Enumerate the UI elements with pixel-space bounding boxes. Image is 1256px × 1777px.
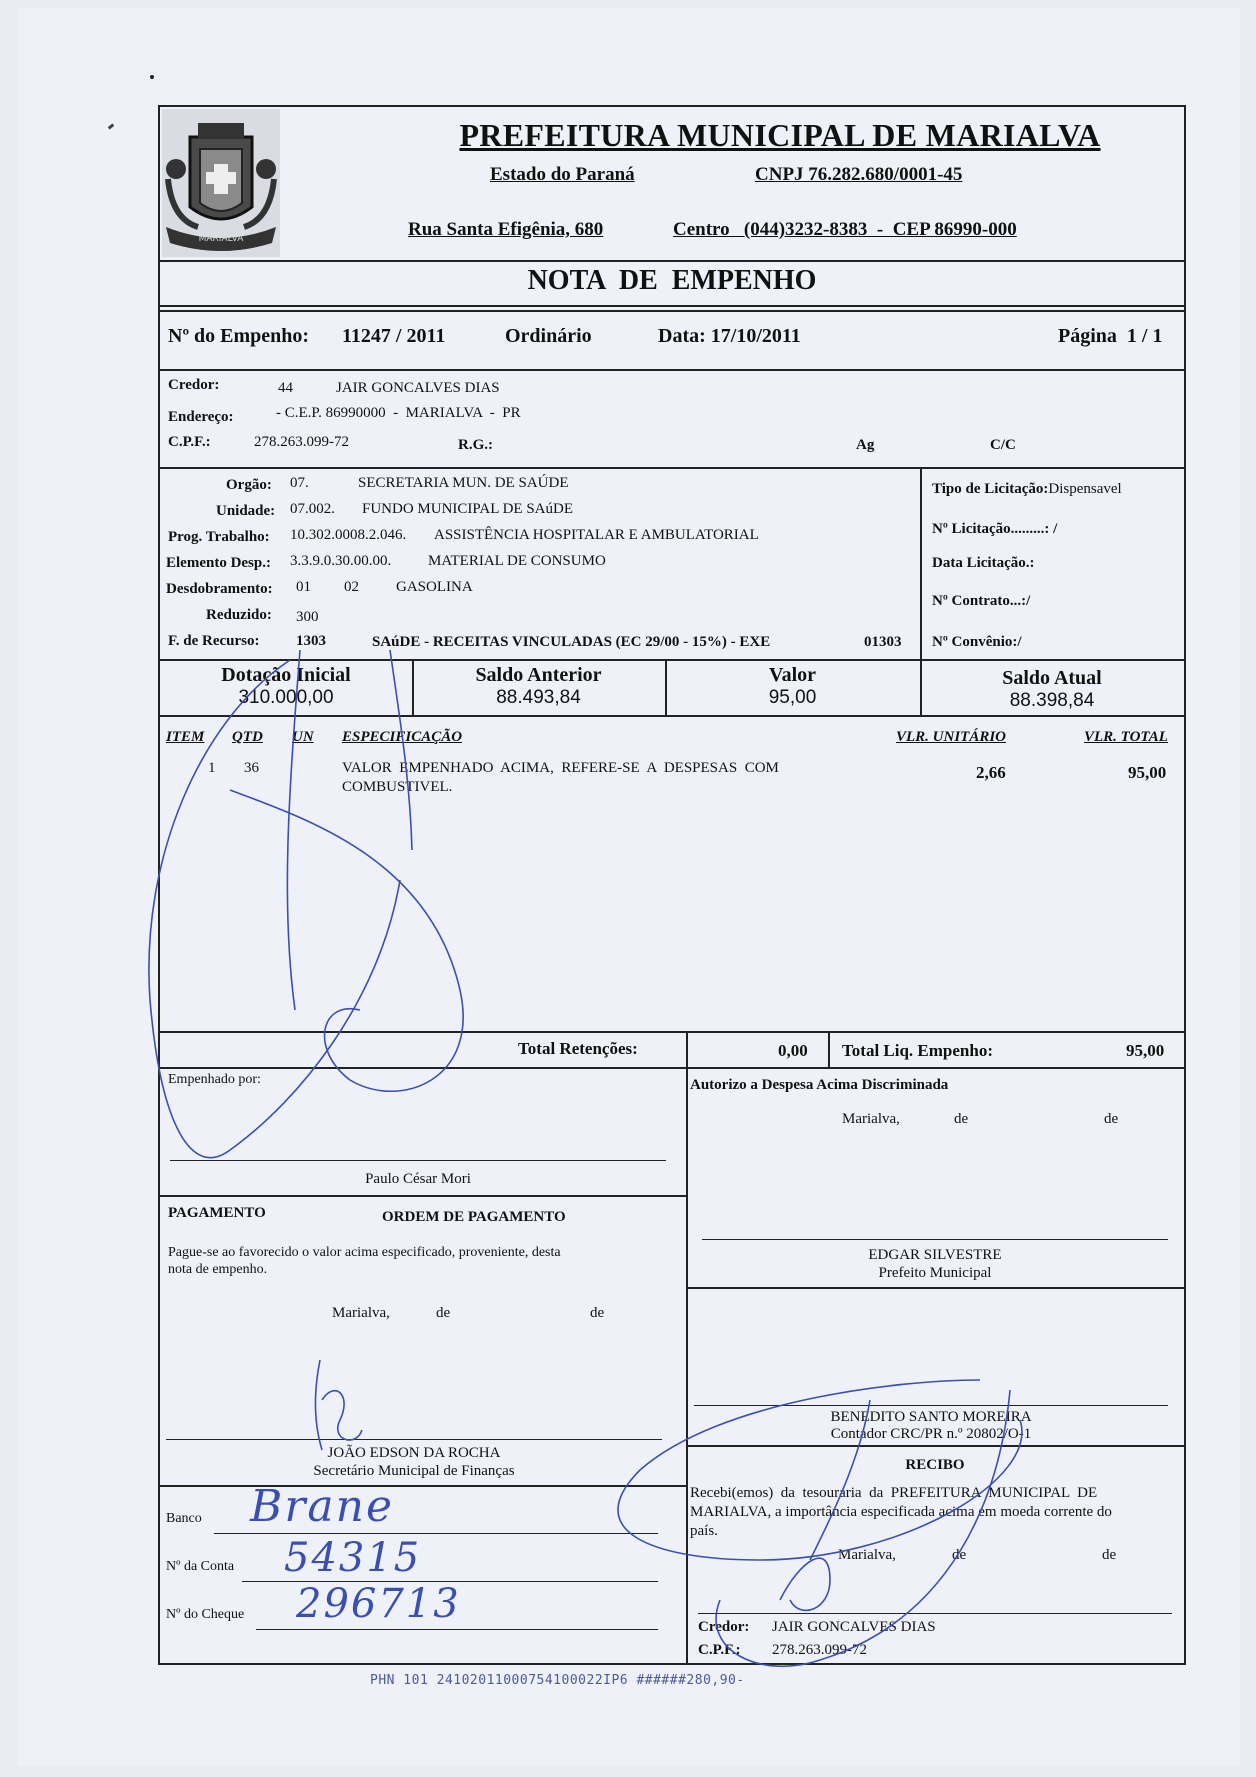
pagamento-de2: de (590, 1305, 605, 1321)
cheque-handwritten: 296713 (296, 1581, 461, 1627)
pagamento-label: PAGAMENTO (168, 1205, 266, 1221)
recibo-cpf-value: 278.263.099-72 (772, 1642, 867, 1658)
desdobramento-label: Desdobramento: (166, 581, 273, 597)
col-header-item: ITEM (166, 729, 205, 745)
elemento-label: Elemento Desp.: (166, 555, 271, 571)
total-liquido-value: 95,00 (1126, 1041, 1165, 1060)
desdobramento-desc: GASOLINA (396, 579, 473, 595)
recibo-de2: de (1102, 1547, 1117, 1563)
pagamento-text-line1: Pague-se ao favorecido o valor acima especificado, proveniente, desta (168, 1245, 561, 1260)
recurso-desc: SAúDE - RECEITAS VINCULADAS (EC 29/00 - 15%) - EXE (372, 634, 771, 650)
col-header-total: VLR. TOTAL (1084, 729, 1168, 745)
total-liquido-label: Total Liq. Empenho: (842, 1041, 993, 1060)
row-qtd: 36 (244, 760, 259, 776)
empenhado-por-name: Paulo César Mori (365, 1171, 471, 1187)
empenho-number-label: Nº do Empenho: (168, 325, 310, 347)
convenio-numero: Nº Convênio:/ (932, 634, 1022, 650)
col-header-unit: VLR. UNITÁRIO (896, 729, 1007, 745)
prog-desc: ASSISTÊNCIA HOSPITALAR E AMBULATORIAL (434, 527, 759, 543)
header-address: Rua Santa Efigênia, 680 (408, 219, 604, 240)
recurso-number: 01303 (864, 634, 902, 650)
recibo-place: Marialva, (838, 1547, 896, 1563)
pagamento-de1: de (436, 1305, 451, 1321)
micr-line: PHN 101 24102011000754100022IP6 ######280,90- (370, 1673, 745, 1688)
row-espec-line1: VALOR EMPENHADO ACIMA, REFERE-SE A DESPESAS COM (342, 760, 779, 776)
desdobramento-b: 02 (344, 579, 359, 595)
contrato-numero: Nº Contrato...:/ (932, 593, 1031, 609)
header-cnpj: CNPJ 76.282.680/0001-45 (755, 164, 963, 185)
rg-label: R.G.: (458, 437, 493, 453)
reduzido-label: Reduzido: (206, 607, 272, 623)
document-title: NOTA DE EMPENHO (527, 265, 817, 296)
recibo-cpf-label: C.P.F.: (698, 1642, 741, 1658)
cc-label: C/C (990, 437, 1016, 453)
ag-label: Ag (856, 437, 875, 453)
desdobramento-a: 01 (296, 579, 311, 595)
valor-value: 95,00 (768, 687, 817, 708)
svg-text:MARIALVA: MARIALVA (198, 234, 244, 244)
header-state: Estado do Paraná (490, 164, 635, 185)
conta-label: Nº da Conta (166, 1559, 235, 1574)
endereco-value: - C.E.P. 86990000 - MARIALVA - PR (276, 405, 521, 421)
recurso-label: F. de Recurso: (168, 633, 260, 649)
col-header-espec: ESPECIFICAÇÃO (342, 729, 463, 745)
recibo-text-line3: país. (690, 1523, 718, 1539)
orgao-label: Orgão: (226, 477, 272, 493)
endereco-label: Endereço: (168, 409, 234, 425)
credor-label: Credor: (168, 377, 220, 393)
col-header-qtd: QTD (232, 729, 263, 745)
dotacao-inicial-value: 310.000,00 (238, 687, 334, 708)
pagamento-signer-role: Secretário Municipal de Finanças (313, 1463, 515, 1479)
cheque-label: Nº do Cheque (166, 1607, 245, 1622)
empenhado-por-label: Empenhado por: (168, 1072, 261, 1087)
orgao-code: 07. (290, 475, 309, 491)
saldo-atual-label: Saldo Atual (1002, 667, 1102, 689)
recibo-text-line1: Recebi(emos) da tesouraria da PREFEITURA MUNICIPAL DE (690, 1485, 1098, 1501)
unidade-desc: FUNDO MUNICIPAL DE SAúDE (362, 501, 573, 517)
orgao-desc: SECRETARIA MUN. DE SAÚDE (358, 475, 569, 491)
reduzido-value: 300 (296, 609, 319, 625)
row-unit-value: 2,66 (976, 763, 1006, 782)
recibo-title: RECIBO (905, 1457, 965, 1473)
pagamento-place: Marialva, (332, 1305, 390, 1321)
pagamento-signer: JOÃO EDSON DA ROCHA (327, 1445, 501, 1461)
saldo-anterior-label: Saldo Anterior (475, 664, 602, 686)
autorizo-de1: de (954, 1111, 969, 1127)
licitacao-tipo (932, 481, 1122, 498)
licitacao-tipo-label: Tipo de Licitação: (932, 481, 1049, 497)
credor-code: 44 (278, 380, 293, 396)
elemento-code: 3.3.9.0.30.00.00. (290, 553, 392, 569)
credor-name: JAIR GONCALVES DIAS (336, 380, 500, 396)
empenho-date: Data: 17/10/2011 (658, 325, 801, 347)
row-espec-line2: COMBUSTIVEL. (342, 779, 453, 795)
banco-handwritten: Brane (250, 1481, 394, 1532)
empenho-type: Ordinário (505, 325, 592, 347)
conta-handwritten: 54315 (284, 1535, 422, 1581)
cpf-value: 278.263.099-72 (254, 434, 349, 450)
banco-label: Banco (166, 1511, 202, 1526)
autorizo-signer: EDGAR SILVESTRE (868, 1247, 1002, 1263)
header-contact: Centro (044)3232-8383 - CEP 86990-000 (673, 219, 1017, 240)
cpf-label: C.P.F.: (168, 434, 211, 450)
pagamento-text-line2: nota de empenho. (168, 1262, 268, 1277)
valor-label: Valor (768, 664, 817, 686)
ordem-pagamento-label: ORDEM DE PAGAMENTO (382, 1209, 566, 1225)
licitacao-tipo-value: Dispensavel (1048, 481, 1122, 497)
municipal-coat-of-arms (162, 109, 280, 257)
header-title: PREFEITURA MUNICIPAL DE MARIALVA (459, 117, 1101, 153)
autorizo-signer-role: Prefeito Municipal (878, 1265, 992, 1281)
dotacao-inicial-label: Dotação Inicial (221, 664, 351, 686)
contador-crc: Contador CRC/PR n.º 20802/O-1 (830, 1426, 1032, 1442)
autorizo-de2: de (1104, 1111, 1119, 1127)
prog-code: 10.302.0008.2.046. (290, 527, 407, 543)
recibo-credor-name: JAIR GONCALVES DIAS (772, 1619, 936, 1635)
unidade-label: Unidade: (216, 503, 276, 519)
licitacao-numero: Nº Licitação.........: / (932, 521, 1058, 537)
recurso-code: 1303 (296, 633, 326, 649)
autorizo-place: Marialva, (842, 1111, 900, 1127)
row-total-value: 95,00 (1128, 763, 1167, 782)
licitacao-data: Data Licitação.: (932, 555, 1035, 571)
total-retencoes-label: Total Retenções: (518, 1039, 638, 1058)
col-header-un: UN (292, 729, 314, 745)
unidade-code: 07.002. (290, 501, 335, 517)
contador-name: BENEDITO SANTO MOREIRA (830, 1409, 1032, 1425)
autorizo-label: Autorizo a Despesa Acima Discriminada (690, 1077, 949, 1093)
nota-de-empenho-form (158, 105, 1186, 1665)
total-retencoes-value: 0,00 (778, 1041, 808, 1060)
empenho-number: 11247 / 2011 (342, 325, 446, 347)
recibo-credor-label: Credor: (698, 1619, 750, 1635)
recibo-text-line2: MARIALVA, a importância especificada acima em moeda corrente do (690, 1504, 1112, 1520)
page-number: Página 1 / 1 (1058, 325, 1163, 347)
saldo-anterior-value: 88.493,84 (496, 687, 581, 708)
prog-label: Prog. Trabalho: (168, 529, 270, 545)
elemento-desc: MATERIAL DE CONSUMO (428, 553, 606, 569)
saldo-atual-value: 88.398,84 (1009, 690, 1095, 711)
scan-speck (150, 75, 154, 79)
row-item: 1 (208, 760, 216, 776)
recibo-de1: de (952, 1547, 967, 1563)
